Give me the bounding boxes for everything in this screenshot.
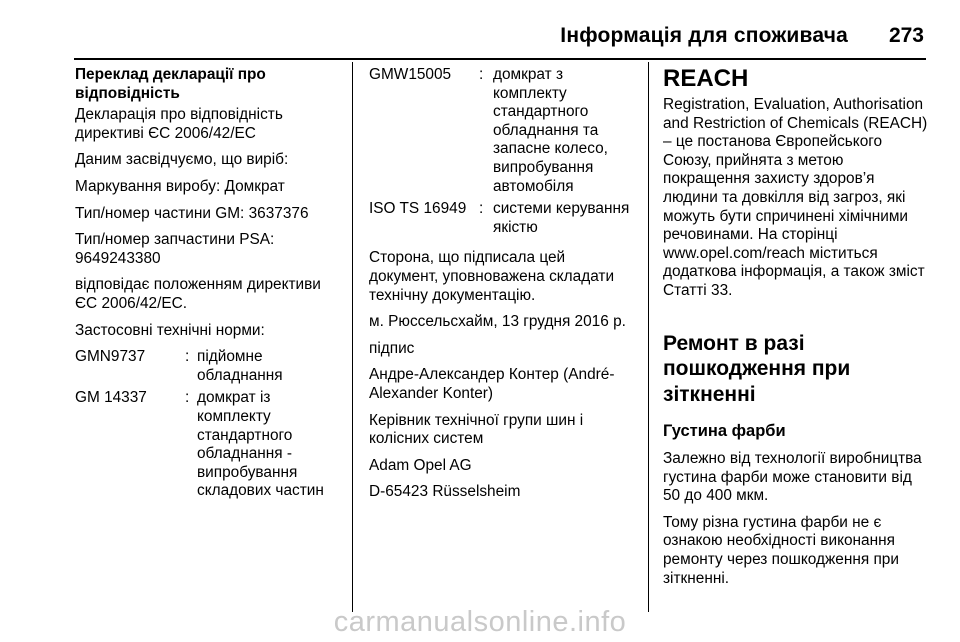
paragraph: Тому різна густина фарби не є ознакою необхідності виконання ремонту через пошкодження при зіткненні. <box>663 513 899 587</box>
column-middle <box>369 66 637 510</box>
norm-code: ISO TS 16949 <box>369 200 467 218</box>
declaration-heading: Переклад декларації про відповідність <box>75 66 266 102</box>
paragraph: Залежно від технології виробництва густина фарби може становити від 50 до 400 мкм. <box>663 450 922 505</box>
watermark: carmanualsonline.info <box>333 606 627 638</box>
page-number: 273 <box>888 24 924 47</box>
norm-row <box>75 389 338 501</box>
subsection-heading: Густина фарби <box>663 422 786 441</box>
paragraph: м. Рюссельсхайм, 13 грудня 2016 р. <box>369 313 626 331</box>
paragraph: Даним засвідчуємо, що виріб: <box>75 151 289 169</box>
paragraph: Керівник технічної групи шин і колісних систем <box>369 411 584 448</box>
norm-code: GMW15005 <box>369 66 452 83</box>
paragraph: Застосовні технічні норми: <box>75 321 265 339</box>
paragraph: D-65423 Rüsselsheim <box>369 483 521 501</box>
paragraph: Тип/номер частини GM: 3637376 <box>75 204 309 222</box>
paragraph: Adam Opel AG <box>369 456 472 474</box>
norm-description: підйомне обладнання <box>197 348 283 384</box>
page-header <box>74 0 926 60</box>
paragraph: Маркування виробу: Домкрат <box>75 177 285 195</box>
norm-description: домкрат із комплекту стандартного обладнання - випробування складових частин <box>197 389 324 500</box>
paragraph: Сторона, що підписала цей документ, уповноважена складати технічну документацію. <box>369 249 615 304</box>
paragraph: відповідає положенням директиви ЄС 2006/42/EC. <box>75 276 321 312</box>
norm-separator: : <box>479 200 484 218</box>
paragraph: Андре-Александер Контер (André-Alexander Konter) <box>369 366 615 402</box>
norm-row <box>369 66 637 196</box>
paragraph: підпис <box>369 339 415 357</box>
norm-separator: : <box>185 348 190 366</box>
reach-heading: REACH <box>663 65 749 92</box>
column-left <box>75 66 338 501</box>
section-heading: Ремонт в разі пошкодження при зіткненні <box>663 331 851 406</box>
norm-row <box>75 348 338 385</box>
norm-row <box>369 200 637 237</box>
norm-description: системи керування якістю <box>493 200 630 236</box>
norm-separator: : <box>479 66 484 83</box>
column-right <box>663 66 929 596</box>
paragraph: Декларація про відповідність директиві ЄС 2006/42/EC <box>75 106 283 142</box>
reach-paragraph: Registration, Evaluation, Authorisation and Restriction of Chemicals (REACH) – це постанова Європейського Союзу, прийнята з метою покращення захисту здоров’я людини та довкілля від загроз, які можуть бути спричинені хімічними речовинами. На сторінці www.opel.com/reach міститься додаткова інформація, а також зміст Статті 33. <box>663 96 928 299</box>
page-title: Інформація для споживача <box>560 24 848 47</box>
norm-code: GMN9737 <box>75 348 146 366</box>
paragraph: Тип/номер запчастини PSA: 9649243380 <box>75 231 275 267</box>
column-divider <box>352 62 353 612</box>
column-divider <box>648 62 649 612</box>
norm-separator: : <box>185 389 190 407</box>
norm-code: GM 14337 <box>75 389 147 407</box>
norm-description: домкрат з комплекту стандартного обладнання та запасне колесо, випробування автомобіля <box>493 66 608 195</box>
